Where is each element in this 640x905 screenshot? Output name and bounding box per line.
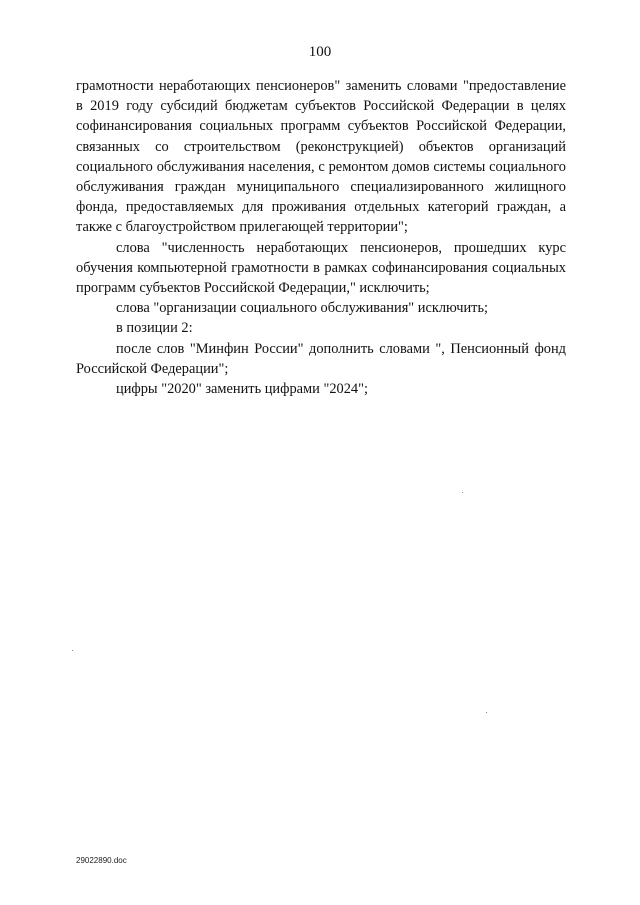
footer-filename: 29022890.doc bbox=[76, 856, 127, 865]
page-number: 100 bbox=[308, 44, 332, 60]
document-body bbox=[76, 76, 566, 399]
paragraph-1: грамотности неработающих пенсионеров" заменить словами "предоставление в 2019 году субсидий бюджетам субъектов Российской Федерации в целях софинансирования социальных программ субъектов Российской Федерации, связанных со строительством (реконструкцией) объектов организаций социального обслуживания населения, с ремонтом домов системы социального обслуживания граждан муниципального специализированного жилищного фонда, предоставляемых для проживания отдельных категорий граждан, а также с благоустройством прилегающей территории"; bbox=[76, 78, 566, 236]
paragraph-6: цифры "2020" заменить цифрами "2024"; bbox=[116, 381, 368, 398]
paragraph-2: слова "численность неработающих пенсионеров, прошедших курс обучения компьютерной грамотности в рамках софинансирования социальных программ субъектов Российской Федерации," исключить; bbox=[76, 239, 566, 297]
scan-speck bbox=[486, 712, 487, 713]
scan-speck bbox=[462, 492, 463, 493]
paragraph-3: слова "организации социального обслуживания" исключить; bbox=[116, 300, 489, 317]
scan-speck bbox=[72, 650, 73, 651]
paragraph-5: после слов "Минфин России" дополнить словами ", Пенсионный фонд Российской Федерации"; bbox=[76, 340, 566, 377]
paragraph-4: в позиции 2: bbox=[116, 320, 193, 337]
